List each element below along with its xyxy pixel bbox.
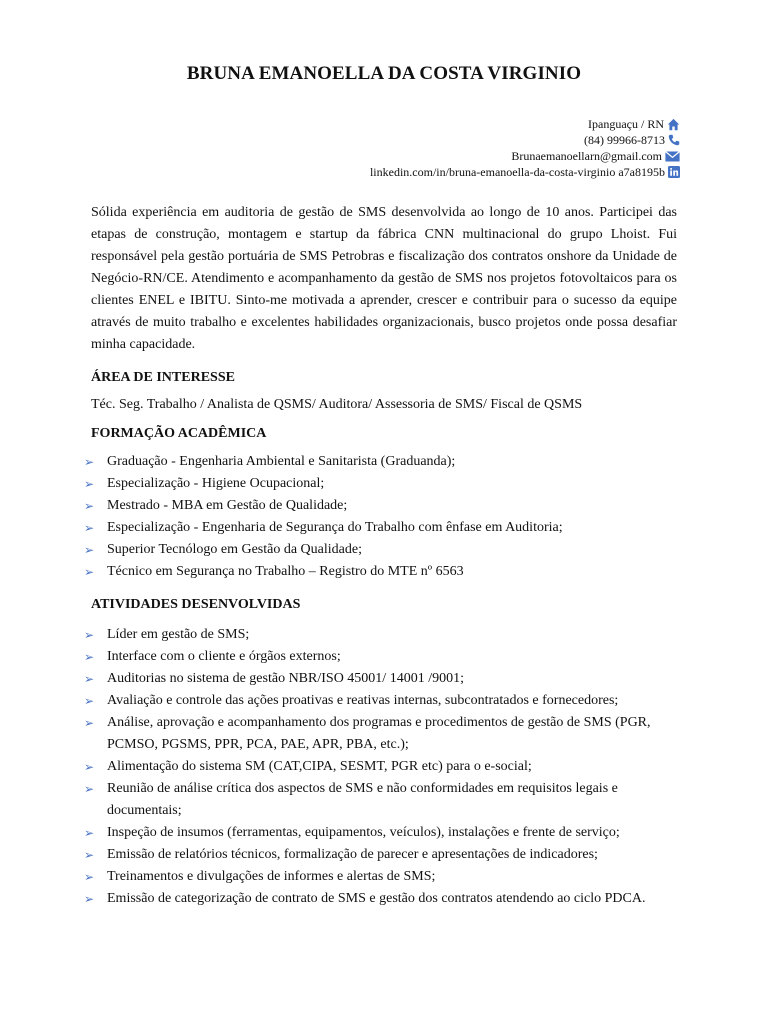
arrow-bullet-icon: ➢ — [84, 782, 95, 796]
activities-list — [84, 624, 684, 910]
list-item — [84, 624, 684, 646]
list-item-text: Emissão de categorização de contrato de SMS e gestão dos contratos atendendo ao ciclo PDCA. — [107, 891, 646, 906]
list-item — [84, 712, 684, 756]
list-item — [84, 844, 684, 866]
email-link[interactable]: Brunaemanoellarn@gmail.com — [511, 149, 662, 163]
list-item — [84, 539, 684, 561]
list-item — [84, 866, 684, 888]
location-text: Ipanguaçu / RN — [588, 117, 664, 131]
list-item-text: Análise, aprovação e acompanhamento dos programas e procedimentos de gestão de SMS (PGR, PCMSO, PGSMS, PPR, PCA, PAE, APR, PBA, etc.); — [107, 715, 651, 752]
list-item — [84, 517, 684, 539]
list-item — [84, 756, 684, 778]
list-item-text: Mestrado - MBA em Gestão de Qualidade; — [107, 498, 348, 513]
arrow-bullet-icon: ➢ — [84, 870, 95, 884]
list-item — [84, 888, 684, 910]
arrow-bullet-icon: ➢ — [84, 565, 95, 579]
arrow-bullet-icon: ➢ — [84, 650, 95, 664]
list-item — [84, 778, 684, 822]
list-item-text: Avaliação e controle das ações proativas e reativas internas, subcontratados e fornecedores; — [107, 693, 619, 708]
list-item-text: Especialização - Higiene Ocupacional; — [107, 476, 325, 491]
list-item-text: Inspeção de insumos (ferramentas, equipamentos, veículos), instalações e frente de serviço; — [107, 825, 620, 840]
interest-heading: ÁREA DE INTERESSE — [91, 370, 235, 385]
list-item-text: Reunião de análise crítica dos aspectos de SMS e não conformidades em requisitos legais e documentais; — [107, 781, 618, 818]
home-icon — [667, 118, 680, 131]
arrow-bullet-icon: ➢ — [84, 543, 95, 557]
list-item — [84, 495, 684, 517]
arrow-bullet-icon: ➢ — [84, 672, 95, 686]
arrow-bullet-icon: ➢ — [84, 455, 95, 469]
phone-text[interactable]: (84) 99966-8713 — [584, 133, 665, 147]
arrow-bullet-icon: ➢ — [84, 499, 95, 513]
interest-text: Téc. Seg. Trabalho / Analista de QSMS/ Auditora/ Assessoria de SMS/ Fiscal de QSMS — [91, 397, 583, 412]
contact-location — [370, 116, 680, 132]
list-item — [84, 822, 684, 844]
arrow-bullet-icon: ➢ — [84, 628, 95, 642]
envelope-icon — [665, 151, 680, 162]
arrow-bullet-icon: ➢ — [84, 826, 95, 840]
arrow-bullet-icon: ➢ — [84, 848, 95, 862]
arrow-bullet-icon: ➢ — [84, 892, 95, 906]
contact-linkedin — [370, 164, 680, 180]
list-item-text: Auditorias no sistema de gestão NBR/ISO 45001/ 14001 /9001; — [107, 671, 464, 686]
list-item — [84, 690, 684, 712]
candidate-name: BRUNA EMANOELLA DA COSTA VIRGINIO — [186, 63, 582, 84]
list-item — [84, 646, 684, 668]
arrow-bullet-icon: ➢ — [84, 694, 95, 708]
professional-summary: Sólida experiência em auditoria de gestão de SMS desenvolvida ao longo de 10 anos. Participei das etapas de construção, montagem e startup da fábrica CNN multinacional do grupo Lhoist. Fui responsável pela gestão portuária de SMS Petrobras e fiscalização dos contratos onshore da Unidade de Negócio-RN/CE. Atendimento e acompanhamento da gestão de SMS nos projetos fotovoltaicos para os clientes ENEL e IBITU. Sinto-me motivada a aprender, crescer e contribuir para o sucesso da equipe através de muito trabalho e excelentes habilidades organizacionais, busco projetos onde possa desafiar minha capacidade. — [91, 205, 677, 352]
list-item-text: Emissão de relatórios técnicos, formalização de parecer e apresentações de indicadores; — [107, 847, 598, 862]
arrow-bullet-icon: ➢ — [84, 716, 95, 730]
list-item-text: Graduação - Engenharia Ambiental e Sanitarista (Graduanda); — [107, 454, 456, 469]
education-heading: FORMAÇÃO ACADÊMICA — [91, 426, 267, 441]
list-item-text: Líder em gestão de SMS; — [107, 627, 250, 642]
list-item-text: Técnico em Segurança no Trabalho – Registro do MTE nº 6563 — [107, 564, 464, 579]
arrow-bullet-icon: ➢ — [84, 477, 95, 491]
contact-phone — [370, 132, 680, 148]
contact-email — [370, 148, 680, 164]
list-item-text: Interface com o cliente e órgãos externos; — [107, 649, 341, 664]
linkedin-link[interactable]: linkedin.com/in/bruna-emanoella-da-costa-virginio a7a8195b — [369, 165, 665, 179]
list-item — [84, 561, 684, 583]
phone-icon — [668, 134, 680, 146]
list-item — [84, 668, 684, 690]
linkedin-icon — [668, 166, 680, 178]
list-item-text: Alimentação do sistema SM (CAT,CIPA, SESMT, PGR etc) para o e-social; — [107, 759, 532, 774]
arrow-bullet-icon: ➢ — [84, 521, 95, 535]
activities-heading: ATIVIDADES DESENVOLVIDAS — [91, 597, 301, 612]
list-item-text: Especialização - Engenharia de Segurança do Trabalho com ênfase em Auditoria; — [107, 520, 563, 535]
list-item-text: Superior Tecnólogo em Gestão da Qualidade; — [107, 542, 362, 557]
contact-block — [370, 116, 680, 180]
list-item — [84, 473, 684, 495]
education-list — [84, 451, 684, 583]
list-item-text: Treinamentos e divulgações de informes e alertas de SMS; — [107, 869, 436, 884]
list-item — [84, 451, 684, 473]
arrow-bullet-icon: ➢ — [84, 760, 95, 774]
